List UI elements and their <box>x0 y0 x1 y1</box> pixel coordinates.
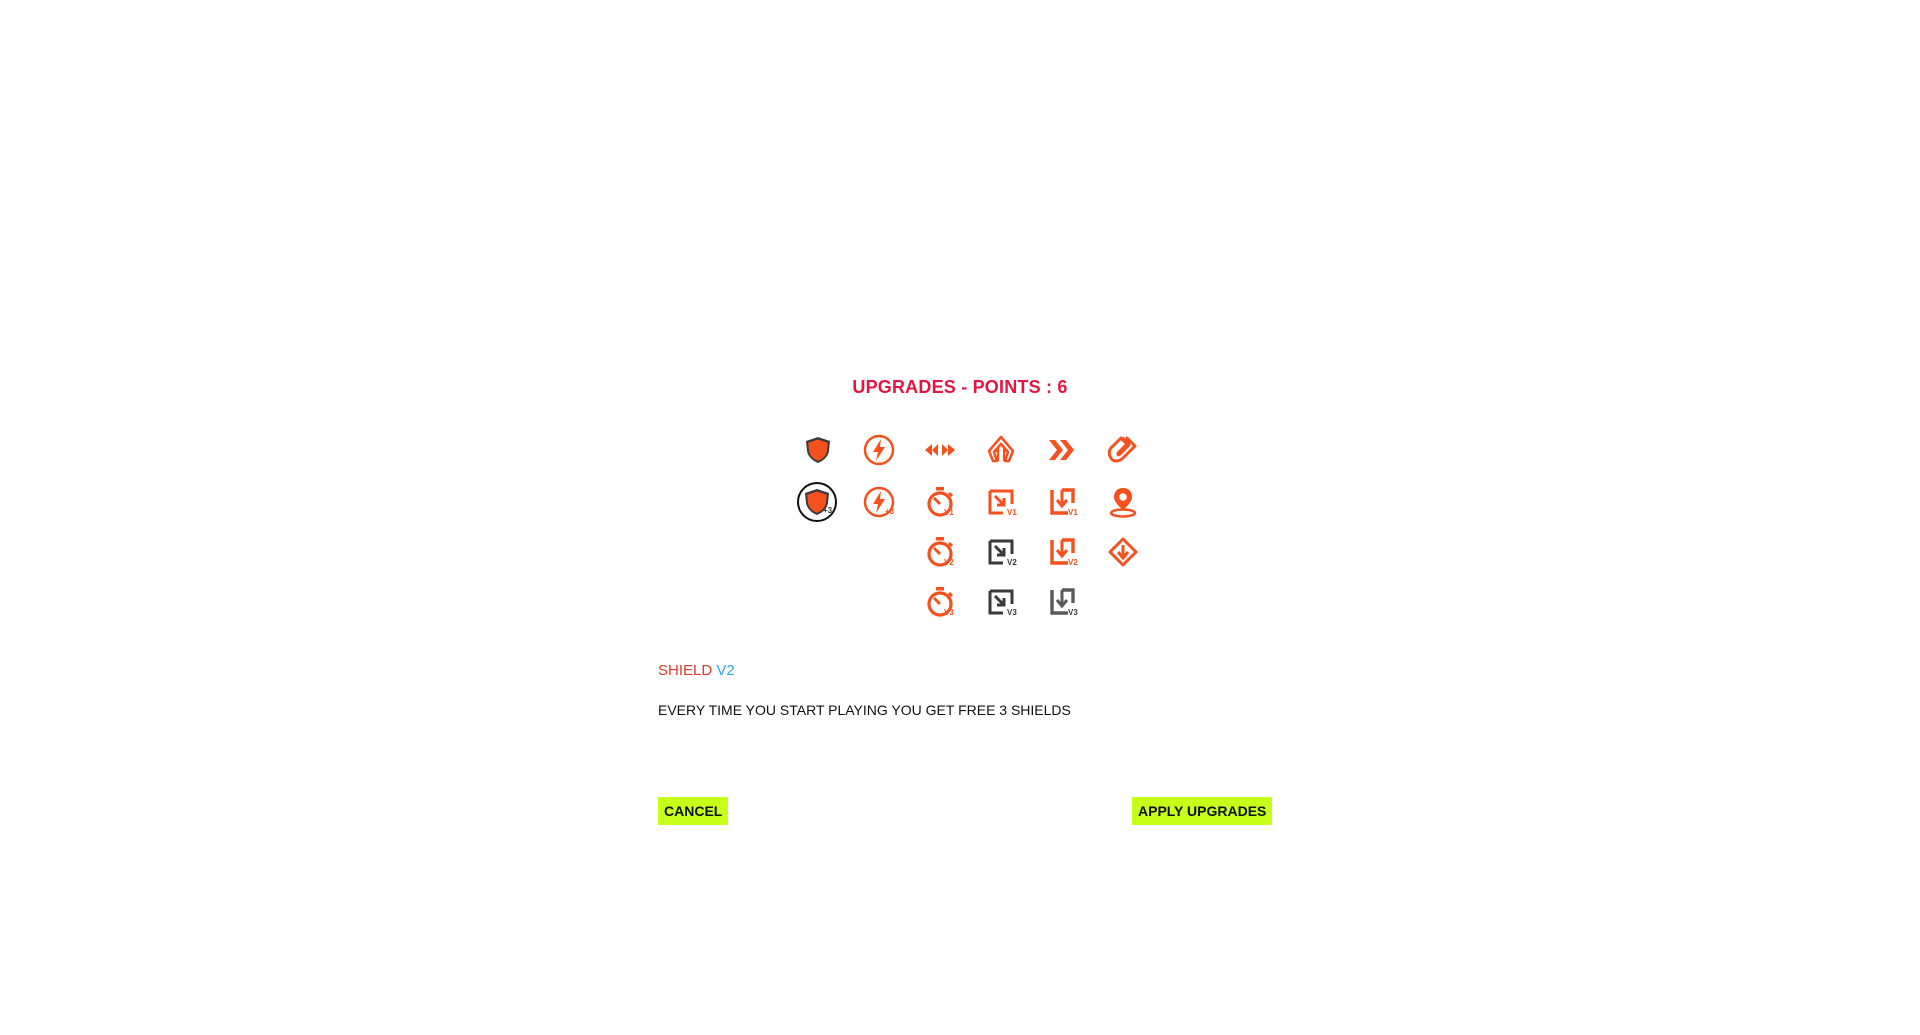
upgrade-name <box>658 662 735 679</box>
upgrade-arrow-box-v2[interactable] <box>981 532 1021 572</box>
upgrade-lightning-plus[interactable] <box>859 482 899 522</box>
magnet-icon <box>1107 434 1139 466</box>
upgrade-badge: V3 <box>1007 608 1017 617</box>
upgrade-badge: V3 <box>1068 608 1078 617</box>
lightning-icon <box>863 434 895 466</box>
location-pin-icon <box>1109 486 1137 518</box>
upgrade-version: V2 <box>716 662 735 679</box>
upgrade-description: EVERY TIME YOU START PLAYING YOU GET FREE 3 SHIELDS <box>658 702 1071 718</box>
upgrade-return-arrow-v2[interactable] <box>1042 532 1082 572</box>
down-diamond-icon <box>1108 537 1138 567</box>
shield-icon <box>803 435 833 465</box>
upgrade-return-arrow-v1[interactable] <box>1042 482 1082 522</box>
fast-forward-icon <box>1047 438 1077 462</box>
upgrade-badge: V2 <box>1068 558 1078 567</box>
upgrade-double-arrows[interactable] <box>920 430 960 470</box>
upgrade-lightning[interactable] <box>859 430 899 470</box>
upgrade-arrow-box-v1[interactable] <box>981 482 1021 522</box>
upgrade-stopwatch-v3[interactable] <box>920 582 960 622</box>
upgrade-stopwatch-v1[interactable] <box>920 482 960 522</box>
upgrade-badge: +3 <box>823 506 833 515</box>
cancel-button[interactable]: CANCEL <box>658 797 728 825</box>
upgrade-location[interactable] <box>1103 482 1143 522</box>
upgrade-magnet[interactable] <box>1103 430 1143 470</box>
upgrade-return-arrow-v3[interactable] <box>1042 582 1082 622</box>
upgrade-badge: V2 <box>944 558 954 567</box>
upgrade-fast-forward[interactable] <box>1042 430 1082 470</box>
upgrade-name-text: SHIELD <box>658 662 713 679</box>
upgrade-split-arrows[interactable] <box>981 430 1021 470</box>
apply-upgrades-button[interactable]: APPLY UPGRADES <box>1132 797 1272 825</box>
double-arrows-icon <box>923 442 957 458</box>
upgrade-shield-v2[interactable] <box>797 482 837 522</box>
upgrade-badge: +3 <box>885 507 895 516</box>
upgrade-badge: V3 <box>944 608 954 617</box>
split-arrows-icon <box>985 435 1017 465</box>
upgrade-badge: V2 <box>1007 558 1017 567</box>
upgrade-badge: V1 <box>1068 508 1078 517</box>
upgrade-badge: V1 <box>944 508 954 517</box>
upgrade-badge: V1 <box>1007 508 1017 517</box>
upgrade-stopwatch-v2[interactable] <box>920 532 960 572</box>
upgrade-arrow-box-v3[interactable] <box>981 582 1021 622</box>
upgrade-down-diamond[interactable] <box>1103 532 1143 572</box>
page-title: UPGRADES - POINTS : 6 <box>852 377 1068 397</box>
upgrade-shield[interactable] <box>798 430 838 470</box>
